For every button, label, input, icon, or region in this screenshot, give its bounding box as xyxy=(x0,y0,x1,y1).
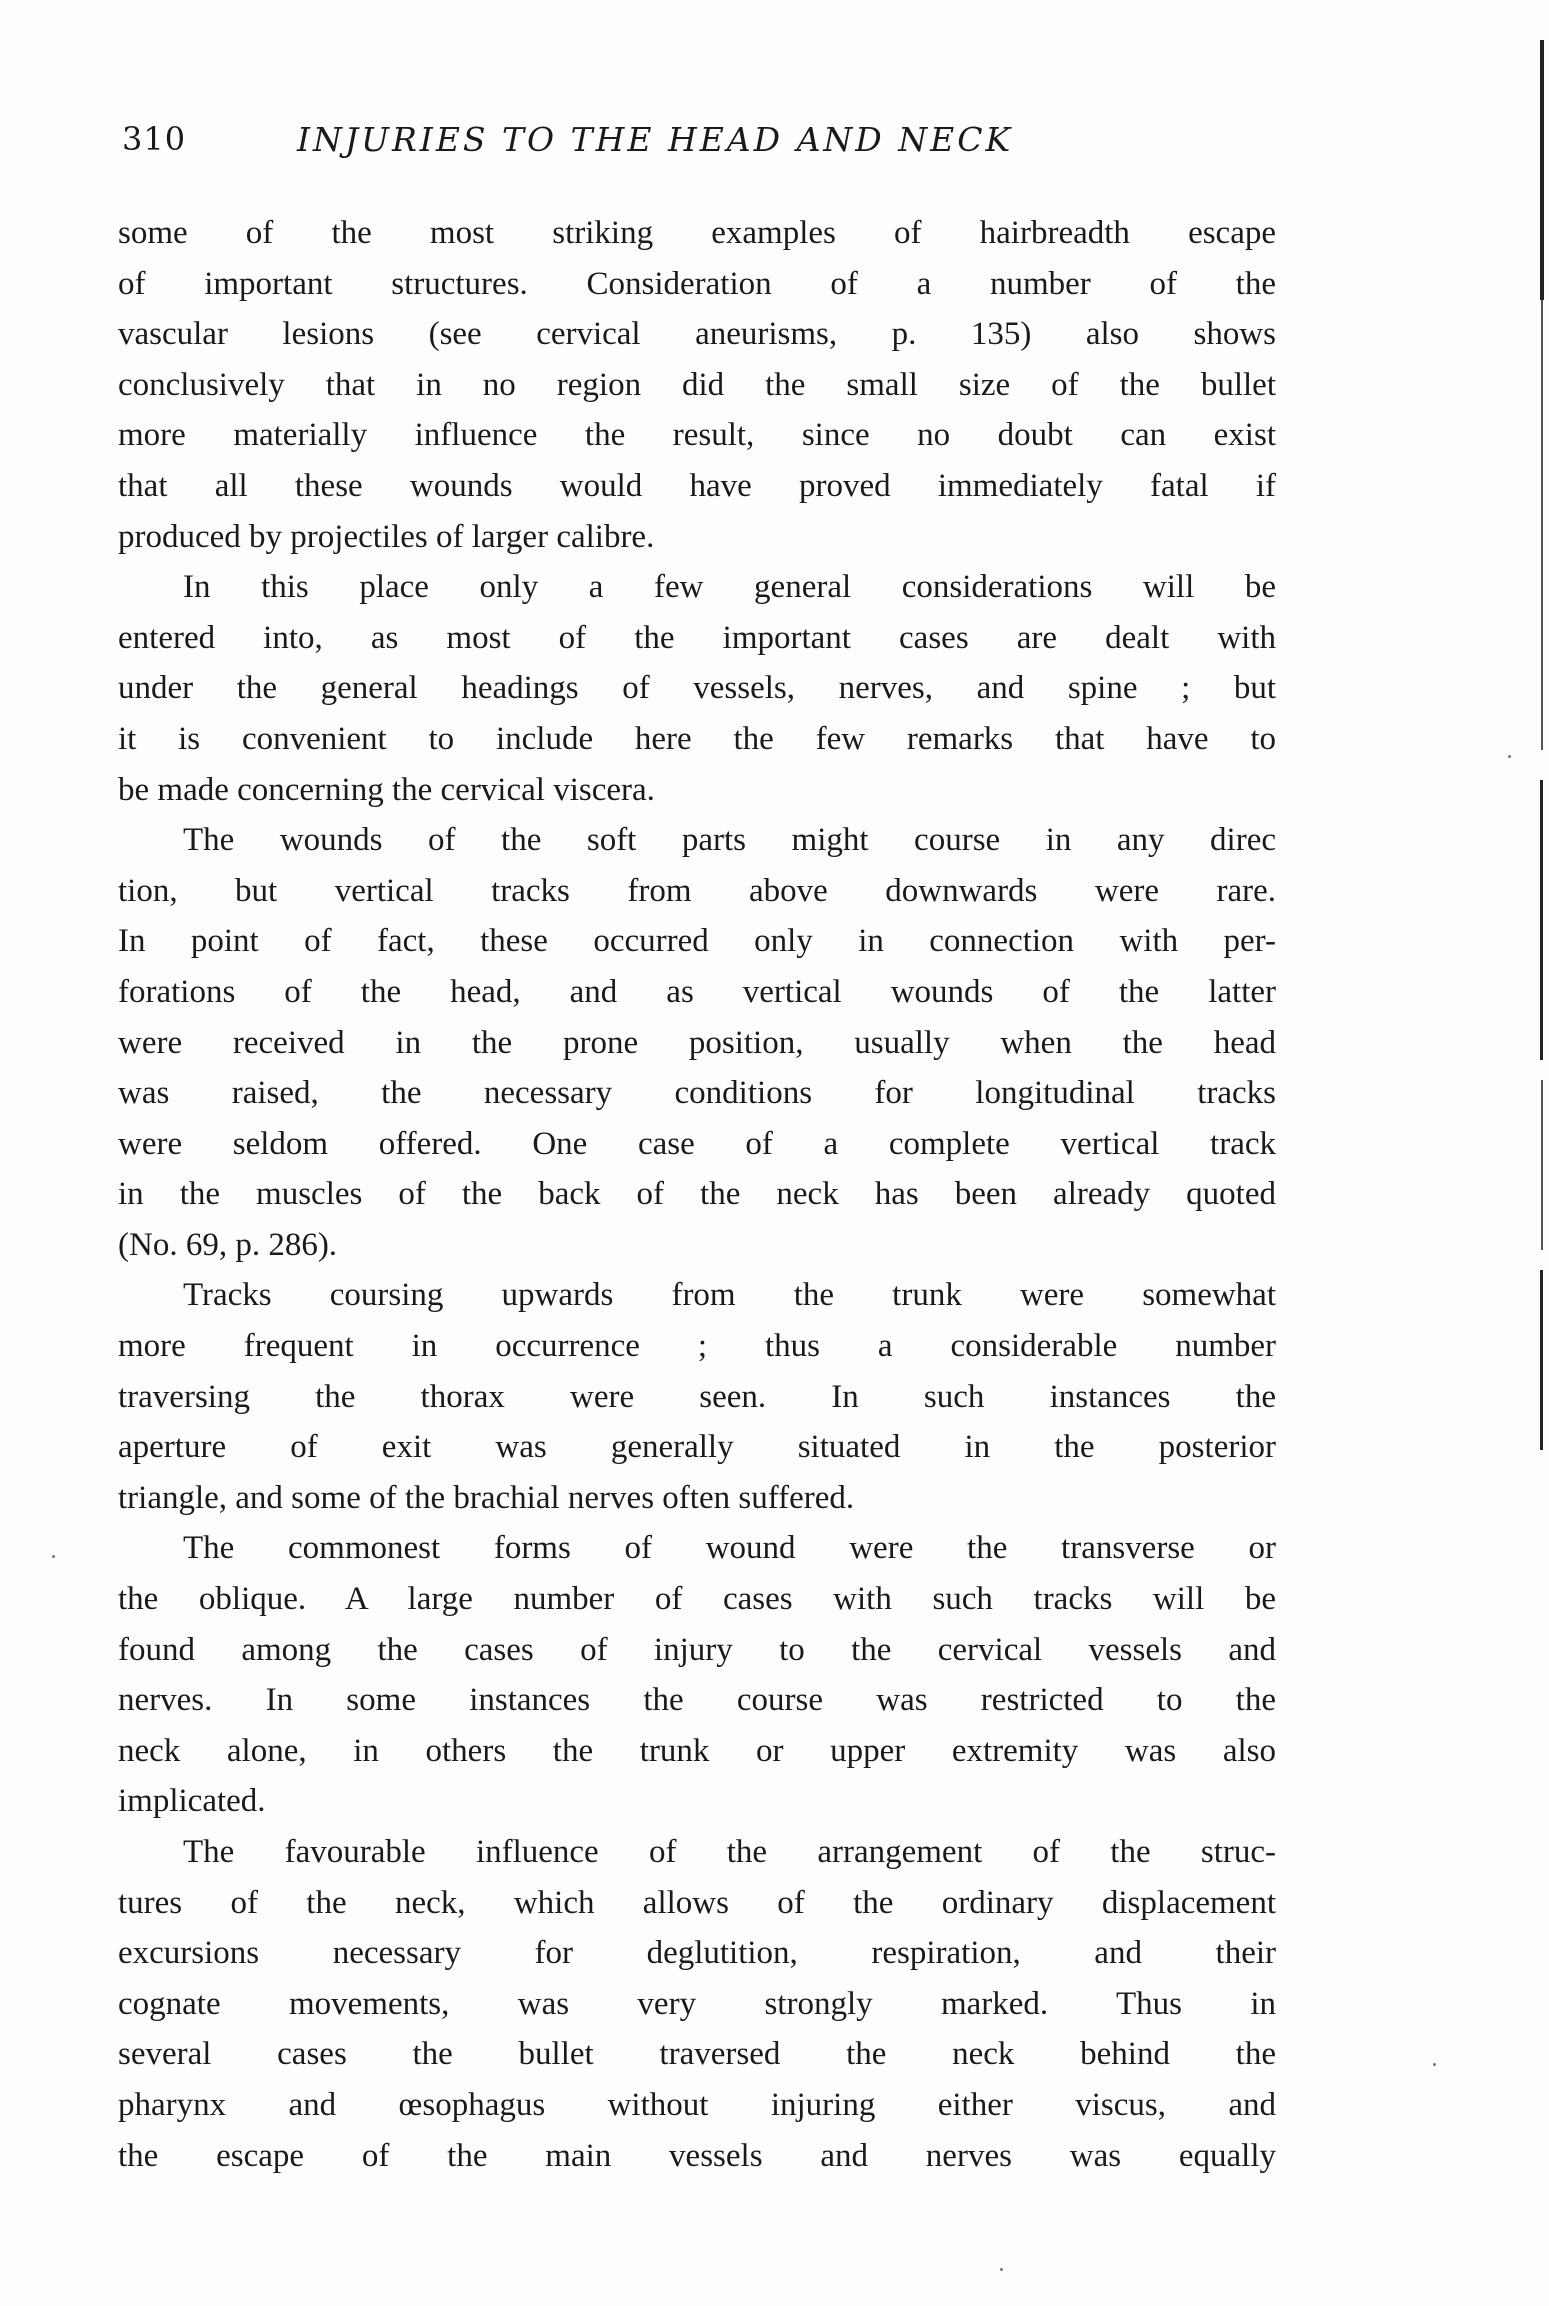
scan-edge-line xyxy=(1540,1270,1543,1450)
text-line: of important structures. Consideration of a number of the xyxy=(118,265,1276,302)
text-line: excursions necessary for deglutition, respiration, and their xyxy=(118,1935,1276,1972)
text-line: were seldom offered. One case of a complete vertical track xyxy=(118,1125,1276,1162)
text-line: In point of fact, these occurred only in connection with per- xyxy=(118,923,1276,960)
text-line: vascular lesions (see cervical aneurisms, p. 135) also shows xyxy=(118,316,1276,353)
scan-speck xyxy=(1433,2063,1436,2066)
running-head: INJURIES TO THE HEAD AND NECK xyxy=(297,120,1014,159)
text-line: aperture of exit was generally situated in the posterior xyxy=(118,1429,1276,1466)
text-line: triangle, and some of the brachial nerves often suffered. xyxy=(118,1479,855,1516)
text-line: neck alone, in others the trunk or upper extremity was also xyxy=(118,1732,1276,1769)
text-line: be made concerning the cervical viscera. xyxy=(118,771,655,808)
text-line: cognate movements, was very strongly marked. Thus in xyxy=(118,1985,1276,2022)
paragraph-1 xyxy=(118,208,1276,562)
text-line: tures of the neck, which allows of the ordinary displacement xyxy=(118,1884,1276,1921)
text-line: was raised, the necessary conditions for longitudinal tracks xyxy=(118,1075,1276,1112)
text-line: that all these wounds would have proved immediately fatal if xyxy=(118,467,1276,504)
text-line: were received in the prone position, usually when the head xyxy=(118,1024,1276,1061)
text-line: tion, but vertical tracks from above downwards were rare. xyxy=(118,872,1276,909)
body-text xyxy=(118,208,1276,2181)
paragraph-2 xyxy=(118,562,1276,815)
text-line: Tracks coursing upwards from the trunk were somewhat xyxy=(183,1277,1276,1314)
scan-edge-line xyxy=(1541,300,1543,750)
text-line: implicated. xyxy=(118,1783,266,1820)
text-line: several cases the bullet traversed the neck behind the xyxy=(118,2036,1276,2073)
text-line: conclusively that in no region did the small size of the bullet xyxy=(118,366,1276,403)
scan-speck xyxy=(1508,755,1511,758)
text-line: (No. 69, p. 286). xyxy=(118,1226,338,1263)
text-line: more frequent in occurrence ; thus a considerable number xyxy=(118,1328,1276,1365)
text-line: pharynx and œsophagus without injuring either viscus, and xyxy=(118,2086,1276,2123)
scan-speck xyxy=(1000,2268,1003,2271)
text-line: forations of the head, and as vertical wounds of the latter xyxy=(118,973,1276,1010)
page-number: 310 xyxy=(122,120,187,158)
text-line: the escape of the main vessels and nerves was equally xyxy=(118,2137,1276,2174)
paragraph-4 xyxy=(118,1270,1276,1523)
text-line: The favourable influence of the arrangement of the struc- xyxy=(183,1834,1276,1870)
text-line: it is convenient to include here the few remarks that have to xyxy=(118,720,1276,757)
scan-edge-line xyxy=(1541,1080,1543,1250)
scan-speck xyxy=(52,1555,55,1558)
text-line: In this place only a few general considerations will be xyxy=(183,569,1276,606)
text-line: nerves. In some instances the course was restricted to the xyxy=(118,1682,1276,1719)
text-line: found among the cases of injury to the cervical vessels and xyxy=(118,1631,1276,1668)
text-line: produced by projectiles of larger calibre. xyxy=(118,518,655,555)
paragraph-5 xyxy=(118,1523,1276,1827)
text-line: entered into, as most of the important cases are dealt with xyxy=(118,619,1276,656)
text-line: The wounds of the soft parts might course in any direc xyxy=(183,822,1276,859)
scan-edge-line xyxy=(1540,40,1544,300)
page-header xyxy=(122,120,1272,180)
text-line: in the muscles of the back of the neck has been already quoted xyxy=(118,1176,1276,1213)
scan-edge-line xyxy=(1540,780,1543,1060)
text-line: The commonest forms of wound were the transverse or xyxy=(183,1530,1276,1567)
text-line: more materially influence the result, since no doubt can exist xyxy=(118,417,1276,454)
text-line: traversing the thorax were seen. In such instances the xyxy=(118,1378,1276,1415)
paragraph-3 xyxy=(118,815,1276,1270)
text-line: some of the most striking examples of hairbreadth escape xyxy=(118,215,1276,251)
text-line: under the general headings of vessels, nerves, and spine ; but xyxy=(118,670,1276,707)
paragraph-6 xyxy=(118,1827,1276,2181)
text-line: the oblique. A large number of cases with such tracks will be xyxy=(118,1581,1276,1618)
